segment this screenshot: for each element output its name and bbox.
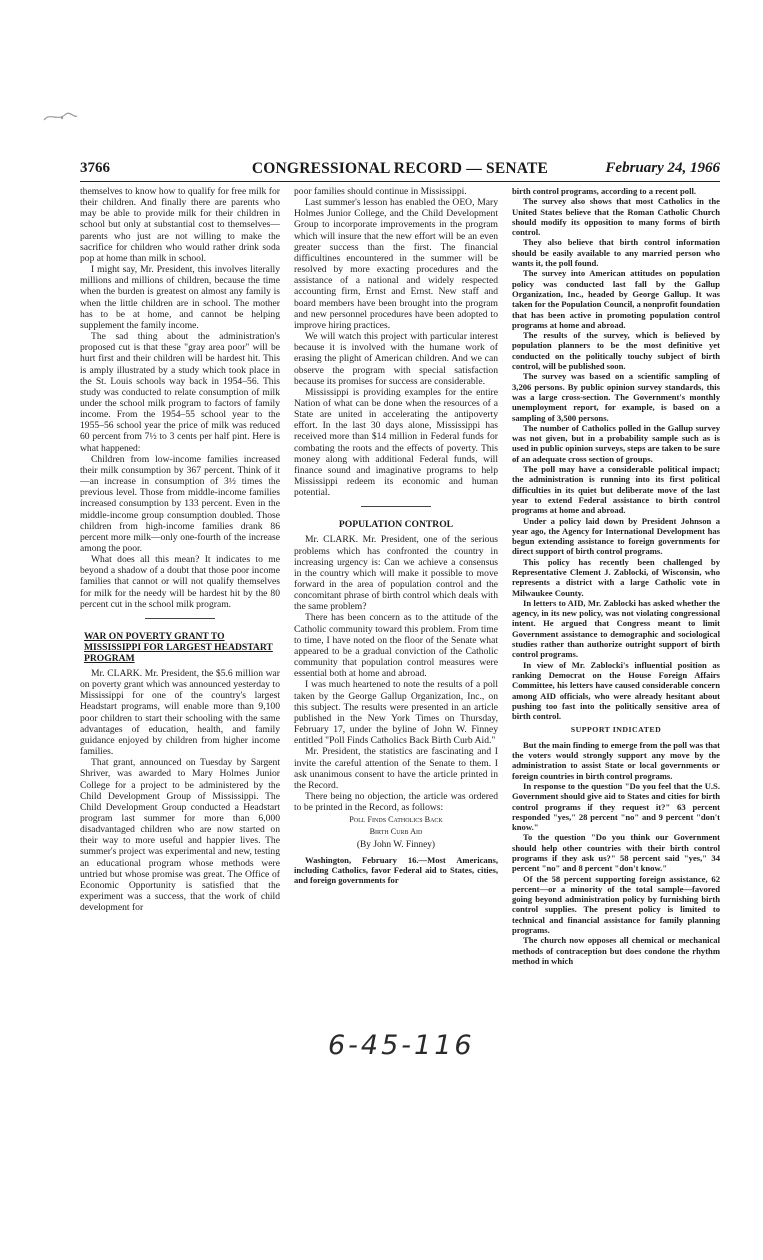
paragraph: Mississippi is providing examples for the entire Nation of what can be done when the resources of a State are united in accelerating the antipoverty effort. In the last 30 days alone, Mississippi has received more than $14 million in Federal funds for combating the roots and the effects of poverty. This money along with additional Federal funds, will finance sound and imaginative programs to help Mississippi redeem its economic and human potential.: [294, 386, 498, 499]
paragraph: Mr. CLARK. Mr. President, the $5.6 million war on poverty grant which was announced yesterday to Mississippi for one of the country's largest Headstart programs, will enable more than 9,100 poor children to start their schooling with the same advantages of education, health, and family guidance enjoyed by children from higher income families.: [80, 667, 280, 758]
section-heading-population-control: POPULATION CONTROL: [338, 519, 454, 531]
paragraph: poor families should continue in Mississippi.: [294, 186, 467, 197]
article-byline: (By John W. Finney): [356, 839, 436, 850]
paragraph: I might say, Mr. President, this involves literally millions and millions of children, because the time when the burden is greatest on almost any family is when the little children are in school. The mother has to be at home, and cannot be helping supplement the family income.: [80, 264, 280, 331]
article-title-line-1: Poll Finds Catholics Back: [349, 815, 443, 825]
paragraph: Mr. CLARK. Mr. President, one of the serious problems which has confronted the country in increasing urgency is: Can we achieve a consensus in the country which will make it possible to move forward in the area of population control and the concomitant phrase of birth control which deals with the same problem?: [294, 534, 498, 613]
page-header: [80, 159, 720, 182]
paragraph: The church now opposes all chemical or mechanical methods of contraception but does condone the rhythm method in which: [512, 935, 720, 966]
column-left: [80, 186, 280, 913]
paragraph: There has been concern as to the attitude of the Catholic community toward this problem. From time to time, I have noted on the floor of the Senate what appeared to be a gradual conviction of the Catholic community that population control measures were essential both at home and abroad.: [294, 612, 498, 680]
page-number: 3766: [80, 160, 110, 176]
paragraph: Under a policy laid down by President Johnson a year ago, the Agency for International Development has begun extending assistance to foreign governments for direct support of birth control programs.: [512, 515, 720, 557]
paragraph: That grant, announced on Tuesday by Sargent Shriver, was awarded to Mary Holmes Junior College for a project to be administered by the Child Development Group of Mississippi. The Child Development Group conducted a Headstart program last summer for more than 6,000 disadvantaged children who are now started on their way to more useful and happier lives. The summer's project was experimental and new, testing an educational program whose methods were untried but whose promise was great. The Office of Economic Opportunity is satisfied that the experiment was a success, that the work of child development for: [80, 757, 280, 914]
paragraph: But the main finding to emerge from the poll was that the voters would strongly support any move by the administration to assist State or local governments or foreign countries in birth control programs.: [512, 739, 721, 781]
paragraph: Of the 58 percent supporting foreign assistance, 62 percent—or a minority of the total sample—favored going beyond administration policy by furnishing birth control supplies. The present policy is limited to technical and financial assistance for family planning programs.: [512, 873, 720, 936]
section-divider: [145, 618, 215, 619]
paragraph: In response to the question "Do you feel that the U.S. Government should give aid to States and cities for birth control programs if they request it?" 63 percent responded "yes," 28 percent "no" and 9 percent "don't know.": [512, 780, 720, 833]
paragraph: I was much heartened to note the results of a poll taken by the George Gallup Organization, Inc., on this subject. The results were presented in an article published in the New York Times on Thursday, February 17, under the byline of John W. Finney entitled "Poll Finds Catholics Back Birth Curb Aid.": [294, 679, 498, 747]
section-divider: [361, 506, 431, 507]
paragraph: To the question "Do you think our Government should help other countries with their birth control programs if they ask us?" 58 percent said "yes," 34 percent "no" and 8 percent "don't know.": [512, 832, 720, 874]
paragraph: The survey was based on a scientific sampling of 3,206 persons. By public opinion survey standards, this was a large cross-section. The Government's monthly unemployment report, for example, is based on a sampling of 3,500 persons.: [512, 371, 720, 423]
issue-date: February 24, 1966: [605, 160, 720, 176]
paragraph: The sad thing about the administration's proposed cut is that these "gray area poor" will be hurt first and their children will be hardest hit. This is amply illustrated by a study which took place in the St. Louis schools way back in 1954–56. This study was conducted to relate consumption of milk under the school milk program to factors of family income. From the 1954–55 school year to the 1955–56 school year the price of milk was reduced 60 percent from 7½ to 3 cents per half pint. Here is what happened:: [80, 331, 280, 454]
paragraph: They also believe that birth control information should be easily available to any married person who wants it, the poll found.: [512, 237, 720, 269]
paragraph: In view of Mr. Zablocki's influential position as ranking Democrat on the House Foreign Affairs Committee, his letters have caused considerable concern among AID officials, who were already hesitant about pushing too fast into the politically sensitive area of birth control.: [512, 659, 720, 722]
paragraph: The results of the survey, which is believed by population planners to be the most definitive yet conducted on the politically touchy subject of birth control, will be published soon.: [512, 330, 720, 372]
paragraph: The poll may have a considerable political impact; the administration is running into its first political difficulties in its quiet but deliberate move of the last year to extend Federal assistance to birth control programs at home and abroad.: [512, 464, 720, 516]
subhead-support-indicated: SUPPORT INDICATED: [570, 725, 662, 735]
paragraph: In letters to AID, Mr. Zablocki has asked whether the agency, in its new policy, was not violating congressional intent. He argued that Congress meant to limit Government assistance to demographic and sociological studies rather than authorize outright support of birth control programs.: [512, 597, 720, 660]
paragraph: The number of Catholics polled in the Gallup survey was not given, but in a probability sample such as is used in public opinion surveys, steps are taken to be sure of an adequate cross section of groups.: [512, 422, 720, 464]
column-right: [512, 186, 720, 966]
paragraph: birth control programs, according to a recent poll.: [512, 186, 697, 196]
paragraph: The survey into American attitudes on population policy was conducted last fall by the Gallup Organization, Inc., headed by George Gallup. It was taken for the Population Council, a nonprofit foundation that has been active in promoting population control programs at home and abroad.: [512, 268, 720, 330]
paragraph: What does all this mean? It indicates to me beyond a shadow of a doubt that those poor income families that cannot or will not qualify themselves for milk for the needy will be hardest hit by the 80 percent cut in the school milk program.: [80, 554, 280, 610]
paragraph: We will watch this project with particular interest because it is involved with the humane work of erasing the plight of American children. And we can observe the program with special satisfaction because its promises for success are considerable.: [294, 331, 498, 387]
publication-title: CONGRESSIONAL RECORD — SENATE: [251, 160, 549, 177]
paragraph: The survey also shows that most Catholics in the United States believe that the Roman Catholic Church should modify its opposition to many forms of birth control.: [512, 196, 720, 238]
paragraph: Last summer's lesson has enabled the OEO, Mary Holmes Junior College, and the Child Development Group to incorporate improvements in the program which will insure that the new effort will be an even greater success than the first. The financial difficultines encountered in the summer will be resolved by more exacting procedures and the assistance of a national and widely respected accounting firm, Ernst and Ernst. New staff and board members have been brought into the program and new personnel procedures have been adopted to improve hiring practices.: [294, 197, 498, 331]
scan-smudge-mark: [40, 108, 80, 126]
paragraph: There being no objection, the article was ordered to be printed in the Record, as follows:: [294, 790, 498, 814]
paragraph: This policy has recently been challenged by Representative Clement J. Zablocki, of Wisconsin, who represents a district with a large Catholic vote in Milwaukee County.: [512, 556, 720, 598]
paragraph: Mr. President, the statistics are fascinating and I invite the careful attention of the Senate to them. I ask unanimous consent to have the article printed in the Record.: [294, 746, 498, 791]
column-middle: [294, 186, 498, 886]
handwritten-file-number: 6-45-116: [328, 1030, 475, 1061]
article-title-line-2: Birth Curb Aid: [369, 827, 423, 837]
article-dateline: Washington, February 16.—Most Americans, including Catholics, favor Federal aid to States, cities, and foreign governments for: [294, 854, 498, 886]
paragraph: themselves to know how to qualify for free milk for their children. And finally there are parents who may be able to provide milk for their children in school but only at substantial cost to themselves—parents who just are not willing to make the sacrifice for children who would rather drink soda pop at home than milk in school.: [80, 186, 280, 264]
paragraph: Children from low-income families increased their milk consumption by 367 percent. Think of it—an increase in consumption of 3½ times the previous level. Those from middle-income families increased consumption by 133 percent. Even in the middle-income group consumption doubled. Those children from high-income families drank 86 percent more milk—only one-fourth of the increase among the poor.: [80, 453, 280, 554]
section-heading-headstart: WAR ON POVERTY GRANT TO MISSISSIPPI FOR LARGEST HEADSTART PROGRAM: [84, 630, 273, 664]
